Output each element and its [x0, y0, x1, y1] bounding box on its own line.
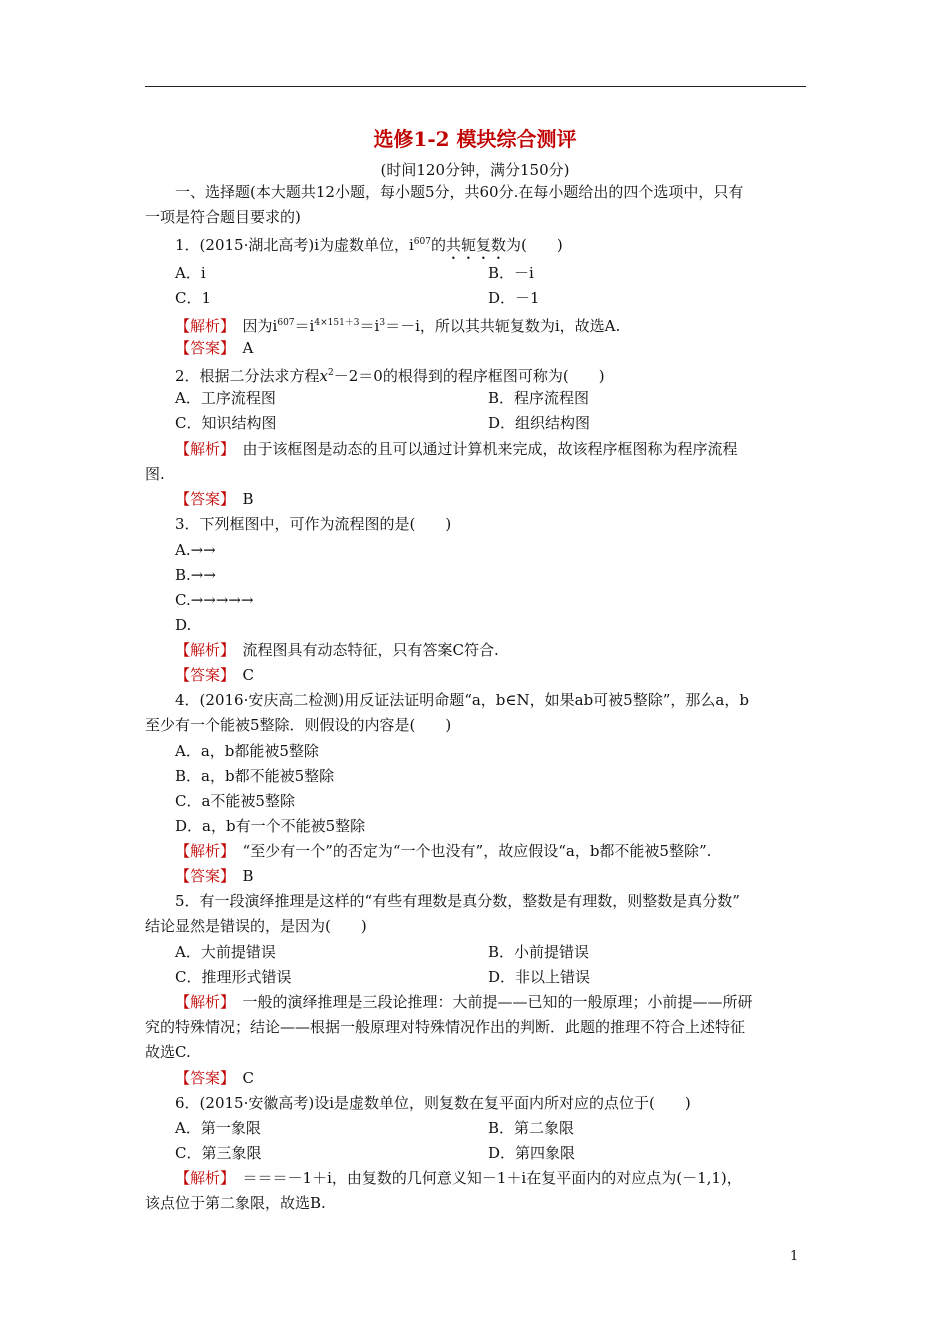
q1-stem: 1．(2015·湖北高考)i为虚数单位，$i^{607}$的共轭复数为( )	[175, 236, 563, 254]
header-rule	[145, 86, 806, 87]
q4-option-a: A．a，b都能被5整除	[175, 742, 319, 760]
q1-option-c: C．1	[175, 289, 212, 307]
q2-analysis-cont: 图.	[145, 465, 165, 483]
q4-option-c: C．a不能被5整除	[175, 792, 295, 810]
q6-stem: 6．(2015·安徽高考)设i是虚数单位，则复数在复平面内所对应的点位于( )	[175, 1094, 691, 1112]
q5-option-d: D．非以上错误	[488, 968, 591, 986]
page-title: 选修1-2 模块综合测评	[373, 127, 577, 151]
q5-analysis-cont2: 故选C.	[145, 1043, 191, 1061]
q5-answer: 【答案】 C	[175, 1069, 255, 1087]
q3-analysis: 【解析】 流程图具有动态特征，只有答案C符合.	[175, 641, 499, 659]
q6-option-b: B．第二象限	[488, 1119, 575, 1137]
q1-option-a: A．i	[175, 264, 206, 282]
q6-option-a: A．第一象限	[175, 1119, 261, 1137]
q6-option-c: C．第三象限	[175, 1144, 262, 1162]
q5-analysis: 【解析】 一般的演绎推理是三段论推理：大前提——已知的一般原理；小前提——所研	[175, 993, 753, 1011]
q2-answer: 【答案】 B	[175, 490, 254, 508]
q1-option-b: B．－i	[488, 264, 534, 282]
q5-stem: 5．有一段演绎推理是这样的“有些有理数是真分数，整数是有理数，则整数是真分数”	[175, 892, 740, 910]
q3-option-a: A.→→	[175, 541, 216, 559]
q3-stem: 3．下列框图中，可作为流程图的是( )	[175, 515, 452, 533]
q4-analysis: 【解析】 “至少有一个”的否定为“一个也没有”，故应假设“a，b都不能被5整除”.	[175, 842, 712, 860]
q6-option-d: D．第四象限	[488, 1144, 576, 1162]
page-subtitle: (时间120分钟，满分150分)	[380, 161, 570, 179]
section-heading-cont: 一项是符合题目要求的)	[145, 208, 301, 226]
q2-option-a: A．工序流程图	[175, 389, 276, 407]
q1-emphasis: 共轭复数	[446, 236, 507, 254]
q6-analysis: 【解析】 ＝＝＝－1＋i，由复数的几何意义知－1＋i在复平面内的对应点为(－1,1)，	[175, 1169, 742, 1187]
page-number: 1	[790, 1249, 799, 1264]
q5-option-b: B．小前提错误	[488, 943, 590, 961]
q4-answer: 【答案】 B	[175, 867, 254, 885]
q3-option-c: C.→→→→→	[175, 591, 254, 609]
q2-option-c: C．知识结构图	[175, 414, 277, 432]
q4-option-b: B．a，b都不能被5整除	[175, 767, 335, 785]
q4-option-d: D．a，b有一个不能被5整除	[175, 817, 366, 835]
q1-answer: 【答案】 A	[175, 339, 254, 357]
q1-option-d: D．－1	[488, 289, 540, 307]
section-heading: 一、选择题(本大题共12小题，每小题5分，共60分.在每小题给出的四个选项中，只有	[175, 183, 744, 201]
q2-analysis: 【解析】 由于该框图是动态的且可以通过计算机来完成，故该程序框图称为程序流程	[175, 440, 738, 458]
q2-stem: 2．根据二分法求方程$x^2-2=0$的根得到的程序框图可称为( )	[175, 367, 605, 385]
q3-option-b: B.→→	[175, 566, 216, 584]
q2-option-d: D．组织结构图	[488, 414, 591, 432]
q6-analysis-cont: 该点位于第二象限，故选B.	[145, 1194, 326, 1212]
q1-analysis: 【解析】 因为$i^{607}=i^{4\times 151+3}=i^3=-i$，所以其共轭复数为i，故选A.	[175, 317, 621, 335]
q5-option-c: C．推理形式错误	[175, 968, 292, 986]
q3-answer: 【答案】 C	[175, 666, 255, 684]
q4-stem-cont: 至少有一个能被5整除．则假设的内容是( )	[145, 716, 452, 734]
q5-stem-cont: 结论显然是错误的，是因为( )	[145, 917, 367, 935]
q4-stem: 4．(2016·安庆高二检测)用反证法证明命题“a，b∈N，如果ab可被5整除”，那么a，b	[175, 691, 749, 709]
q2-option-b: B．程序流程图	[488, 389, 590, 407]
q5-option-a: A．大前提错误	[175, 943, 276, 961]
q5-analysis-cont: 究的特殊情况；结论——根据一般原理对特殊情况作出的判断．此题的推理不符合上述特征	[145, 1018, 746, 1036]
q3-option-d: D.	[175, 616, 192, 634]
